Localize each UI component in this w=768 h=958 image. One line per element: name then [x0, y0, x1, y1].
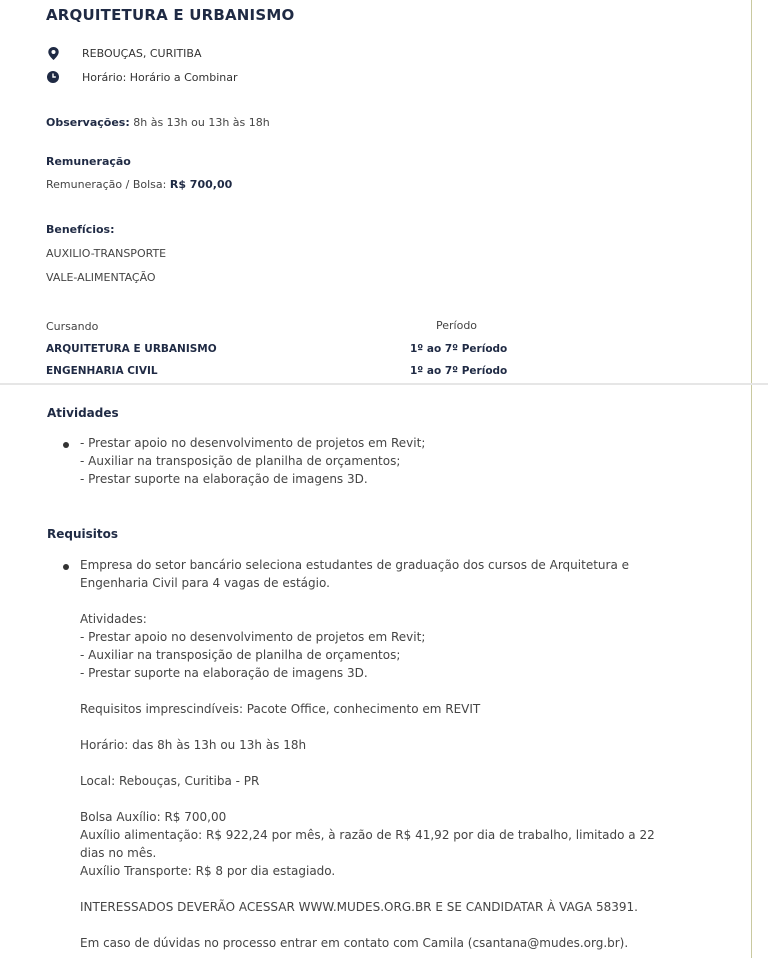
- location-row: [46, 46, 202, 60]
- bullet-icon: [63, 564, 69, 570]
- beneficio-item: VALE-ALIMENTAÇÃO: [46, 271, 156, 284]
- observacoes-label: Observações:: [46, 116, 130, 129]
- atividade-line: - Auxiliar na transposição de planilha de orçamentos;: [80, 454, 401, 468]
- clock-icon: [46, 70, 60, 84]
- schedule-row: [46, 70, 237, 84]
- requisito-line: Engenharia Civil para 4 vagas de estágio.: [80, 576, 330, 590]
- curso-name: ARQUITETURA E URBANISMO: [46, 343, 217, 355]
- requisito-line: Atividades:: [80, 612, 147, 626]
- requisito-line: Auxílio Transporte: R$ 8 por dia estagiado.: [80, 864, 336, 878]
- remuneracao-line: [46, 178, 232, 191]
- beneficio-item: AUXILIO-TRANSPORTE: [46, 247, 167, 260]
- requisito-line: Em caso de dúvidas no processo entrar em contato com Camila (csantana@mudes.org.br).: [80, 936, 629, 950]
- atividades-heading: Atividades: [47, 406, 119, 420]
- requisito-line: INTERESSADOS DEVERÃO ACESSAR WWW.MUDES.ORG.BR E SE CANDIDATAR À VAGA 58391.: [80, 900, 638, 914]
- atividade-line: - Prestar suporte na elaboração de imagens 3D.: [80, 472, 368, 486]
- periodo-header: Período: [436, 319, 478, 332]
- requisito-line: Requisitos imprescindíveis: Pacote Office, conhecimento em REVIT: [80, 702, 481, 716]
- remuneracao-value: R$ 700,00: [169, 178, 233, 191]
- job-summary-card: [0, 0, 752, 383]
- requisito-line: - Prestar suporte na elaboração de imagens 3D.: [80, 666, 368, 680]
- requisito-line: Empresa do setor bancário seleciona estudantes de graduação dos cursos de Arquitetura e: [80, 558, 629, 572]
- map-pin-icon: [46, 46, 60, 60]
- curso-name: ENGENHARIA CIVIL: [46, 365, 158, 377]
- beneficios-heading: Benefícios:: [46, 223, 115, 236]
- remuneracao-heading: Remuneração: [46, 155, 131, 168]
- job-title: ARQUITETURA E URBANISMO: [46, 6, 295, 24]
- requisito-line: - Auxiliar na transposição de planilha de orçamentos;: [80, 648, 401, 662]
- location-text: REBOUÇAS, CURITIBA: [82, 46, 202, 60]
- curso-periodo: 1º ao 7º Período: [410, 365, 508, 377]
- schedule-text: Horário: Horário a Combinar: [82, 70, 238, 84]
- observacoes: [46, 116, 270, 129]
- observacoes-value: 8h às 13h ou 13h às 18h: [129, 116, 270, 129]
- cursando-header: Cursando: [46, 320, 99, 333]
- requisito-line: Bolsa Auxílio: R$ 700,00: [80, 810, 227, 824]
- requisitos-heading: Requisitos: [47, 527, 119, 541]
- requisito-line: dias no mês.: [80, 846, 157, 860]
- requisito-line: - Prestar apoio no desenvolvimento de projetos em Revit;: [80, 630, 426, 644]
- requisito-line: Auxílio alimentação: R$ 922,24 por mês, à razão de R$ 41,92 por dia de trabalho, limitado a 22: [80, 828, 655, 842]
- remuneracao-label: Remuneração / Bolsa:: [46, 178, 170, 191]
- requisito-line: Horário: das 8h às 13h ou 13h às 18h: [80, 738, 307, 752]
- atividade-line: - Prestar apoio no desenvolvimento de projetos em Revit;: [80, 436, 426, 450]
- bullet-icon: [63, 442, 69, 448]
- requisito-line: Local: Rebouças, Curitiba - PR: [80, 774, 260, 788]
- curso-periodo: 1º ao 7º Período: [410, 343, 508, 355]
